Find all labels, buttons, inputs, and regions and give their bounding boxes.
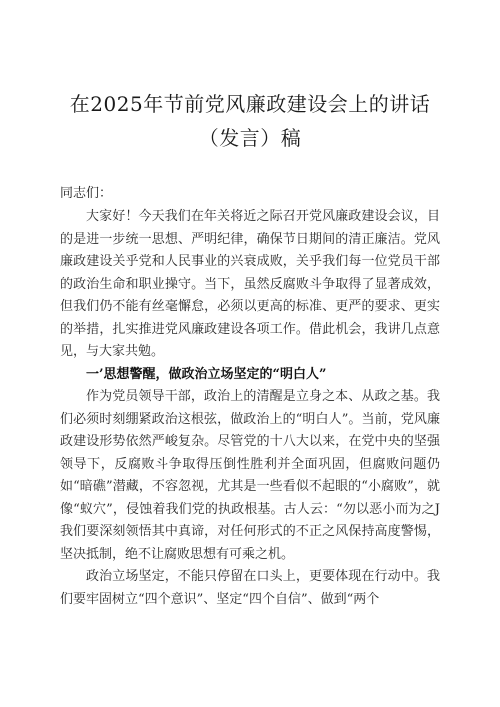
document-body <box>60 206 440 611</box>
document-subtitle: （发言）稿 <box>198 126 302 150</box>
document-title: 在2025年节前党风廉政建设会上的讲话 <box>69 92 431 116</box>
section-heading-1: 一’思想警醒，做政治立场坚定的“明白人” <box>86 366 327 382</box>
salutation: 同志们： <box>60 186 113 201</box>
paragraph-political-stance: 政治立场坚定，不能只停留在口头上，更要体现在行动中。我们要牢固树立“四个意识”、坚定“四个自信”、做到“两个 <box>60 569 440 607</box>
paragraph-intro: 大家好！今天我们在年关将近之际召开党风廉政建设会议，目的是进一步统一思想、严明纪律，确保节日期间的清正廉洁。党风廉政建设关乎党和人民事业的兴衰成败，关乎我们每一位党员干部的政治生命和职业操守。当下，虽然反腐败斗争取得了显著成效，但我们仍不能有丝毫懈怠，必须以更高的标准、更严的要求、更实的举措，扎实推进党风廉政建设各项工作。借此机会，我讲几点意见，与大家共勉。 <box>60 209 440 359</box>
paragraph-section-1: 作为党员领导干部，政治上的清醒是立身之本、从政之基。我们必须时刻绷紧政治这根弦，做政治上的“明白人”。当前，党风廉政建设形势依然严峻复杂。尽管党的十八大以来，在党中央的坚强领导下，反腐败斗争取得压倒性胜利并全面巩固，但腐败问题仍如“暗礁”潜藏，不容忽视，尤其是一些看似不起眼的“小腐败”，就像“蚁穴”，侵蚀着我们党的执政根基。古人云：“勿以恶小而为之J我们要深刻领悟其中真谛，对任何形式的不正之风保持高度警惕，坚决抵制，绝不让腐败思想有可乘之机。 <box>60 389 440 562</box>
